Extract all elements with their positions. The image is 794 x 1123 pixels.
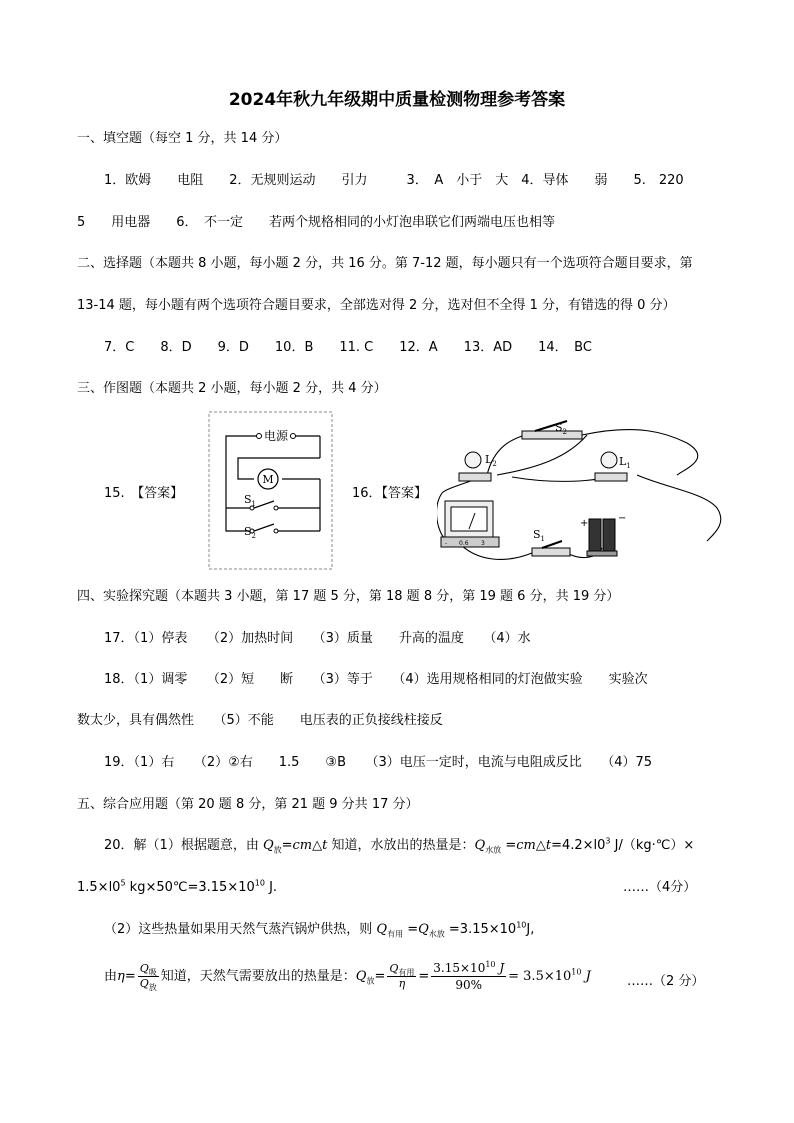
switch-s1-base — [532, 548, 570, 556]
bulb-l1-label: $L_1$ — [619, 455, 631, 470]
bulb-l1-base — [595, 473, 627, 481]
power-label: 电源 — [263, 429, 289, 443]
frac-num-Q: Q — [139, 962, 149, 975]
exp-10c: 10 — [485, 960, 496, 969]
numeric-num: 3.15×10 — [433, 961, 486, 975]
var-t: t — [322, 838, 328, 853]
var-cm2: cm — [516, 838, 536, 853]
switch-s2-contact — [274, 529, 278, 533]
sub-fang3: 放 — [366, 976, 375, 986]
sub-youyong: 有用 — [387, 929, 404, 939]
section2-heading-cont: 13-14 题，每小题有两个选项符合题目要求，全部选对得 2 分，选对但不全得 1 分，有错选的得 0 分） — [77, 298, 676, 313]
var-Q3: Q — [376, 922, 388, 937]
unit-j4: J — [581, 969, 591, 984]
meter-scale-label: 0.6 — [459, 540, 469, 547]
switch-s2-base — [522, 431, 582, 439]
section1-answers-line2: 5 用电器 6． 不一定 若两个规格相同的小灯泡串联它们两端电压也相等 — [77, 215, 556, 230]
you-text: 由 — [104, 969, 118, 984]
heat-fraction — [387, 962, 416, 991]
exp-10b: 10 — [516, 920, 527, 930]
var-eta: η — [117, 969, 125, 984]
switch-s1-contact — [274, 506, 278, 510]
meter-dial — [451, 507, 487, 531]
exp-10d: 10 — [571, 967, 582, 977]
section5-heading: 五、综合应用题（第 20 题 8 分，第 21 题 9 分共 17 分） — [77, 797, 419, 812]
var-Q: Q — [262, 838, 274, 853]
delta: △ — [312, 838, 323, 853]
q20-text: 20．解（1）根据题意，由 — [104, 838, 263, 853]
q20-score1: ……（4分） — [623, 880, 697, 895]
q20-line4 — [104, 960, 591, 993]
q16-physical-circuit — [437, 413, 737, 571]
unit-c: J/（kg·℃）× — [610, 838, 695, 853]
bulb-l1-icon — [601, 452, 617, 468]
q15-circuit-diagram — [208, 411, 334, 571]
motor-label: M — [262, 473, 274, 486]
meter-minus-label: - — [445, 540, 448, 547]
switch-s1-label: $S_1$ — [244, 493, 257, 508]
switch-s1-label: $S_1$ — [533, 528, 546, 543]
unit-j: J. — [264, 880, 278, 895]
sub-shuifang: 水放 — [485, 845, 502, 855]
numeric-den: 90% — [455, 978, 483, 992]
q20-text2: 知道，水放出的热量是： — [327, 838, 475, 853]
numeric-fraction — [431, 960, 506, 993]
switch-s2-label: $S_2$ — [244, 525, 257, 540]
section3-heading: 三、作图题（本题共 2 小题，每小题 2 分，共 4 分） — [77, 381, 387, 396]
sub-fang2: 放 — [148, 983, 157, 993]
var-Q5: Q — [355, 969, 367, 984]
q18-answer-line2: 数太少，具有偶然性 （5）不能 电压表的正负接线柱接反 — [77, 713, 443, 728]
meter-three-label: 3 — [481, 540, 485, 547]
q18-answer-line1: 18．（1）调零 （2）短 断 （3）等于 （4）选用规格相同的灯泡做实验 实验次 — [104, 672, 648, 687]
battery-minus-label: − — [618, 513, 627, 524]
frac2-den-eta: η — [398, 977, 406, 990]
eq-sign3: = — [403, 922, 419, 937]
frac2-num-Q: Q — [389, 962, 399, 975]
exp-3: 3 — [605, 836, 611, 846]
section1-heading: 一、填空题（每空 1 分，共 14 分） — [77, 131, 288, 146]
eq-sign: = — [281, 838, 293, 853]
section2-heading: 二、选择题（本题共 8 小题，每小题 2 分，共 16 分。第 7-12 题，每小题只有一个选项符合题目要求，第 — [77, 256, 693, 271]
unit-j2: J, — [526, 922, 535, 937]
eq-sign4: = — [124, 969, 136, 984]
meter-terminal-bar — [441, 537, 499, 547]
efficiency-fraction — [138, 962, 159, 991]
q15-label: 15. 【答案】 — [104, 486, 184, 501]
q20-line1 — [104, 838, 694, 854]
frac-den-Q: Q — [139, 977, 149, 990]
eq-sign2: = — [501, 838, 517, 853]
q20-text3: 知道，天然气需要放出的热量是： — [160, 969, 356, 984]
q20-score2: ……（2 分） — [627, 974, 705, 989]
section4-heading: 四、实验探究题（本题共 3 小题，第 17 题 5 分，第 18 题 8 分，第 19 题 6 分，共 19 分） — [77, 589, 620, 604]
mass-value: 1.5×l0 — [77, 880, 121, 895]
var-Q2: Q — [474, 838, 486, 853]
bulb-l2-base — [459, 473, 491, 481]
eq-sign5: = — [374, 969, 386, 984]
q16-label: 16．【答案】 — [352, 486, 428, 501]
result-value: kg×50℃=3.15×10 — [125, 880, 255, 895]
final-result: = 3.5×10 — [508, 969, 572, 984]
switch-s2-label: $S_2$ — [555, 421, 568, 436]
bulb-l2-icon — [465, 452, 481, 468]
unit-j3: J — [495, 961, 505, 975]
var-cm: cm — [292, 838, 313, 853]
bulb-l2-label: $L_2$ — [485, 453, 497, 468]
power-terminal-right — [291, 434, 296, 439]
battery-icon — [587, 519, 617, 556]
delta2: △ — [535, 838, 546, 853]
q20-line2 — [77, 880, 277, 896]
section2-answers: 7．C 8．D 9．D 10．B 11. C 12．A 13．AD 14． BC — [104, 340, 592, 355]
eq-sign6: = — [418, 969, 430, 984]
section1-answers-line1: 1．欧姆 电阻 2．无规则运动 引力 3． A 小于 大 4．导体 弱 5. 220 — [104, 173, 684, 188]
var-t2: t — [545, 838, 552, 853]
sub-youyong2: 有用 — [398, 968, 415, 978]
heat-value: =3.15×10 — [444, 922, 517, 937]
q20-part2-text: （2）这些热量如果用天然气蒸汽锅炉供热，则 — [104, 922, 377, 937]
q19-answer: 19．（1）右 （2）②右 1.5 ③B （3）电压一定时，电流与电阻成反比 （4）75 — [104, 755, 653, 770]
sub-xi: 吸 — [148, 968, 157, 978]
page-title: 2024年秋九年级期中质量检测物理参考答案 — [228, 90, 566, 110]
sub-shuifang2: 水放 — [428, 929, 445, 939]
exp-5: 5 — [120, 878, 126, 888]
q17-answer: 17．（1）停表 （2）加热时间 （3）质量 升高的温度 （4）水 — [104, 631, 531, 646]
value-c: =4.2×l0 — [551, 838, 606, 853]
battery-plus-label: + — [580, 518, 589, 529]
var-Q4: Q — [418, 922, 429, 937]
q20-line3 — [104, 922, 534, 938]
sub-fang: 放 — [273, 845, 282, 855]
exp-10: 10 — [254, 878, 265, 888]
power-terminal-left — [257, 434, 262, 439]
